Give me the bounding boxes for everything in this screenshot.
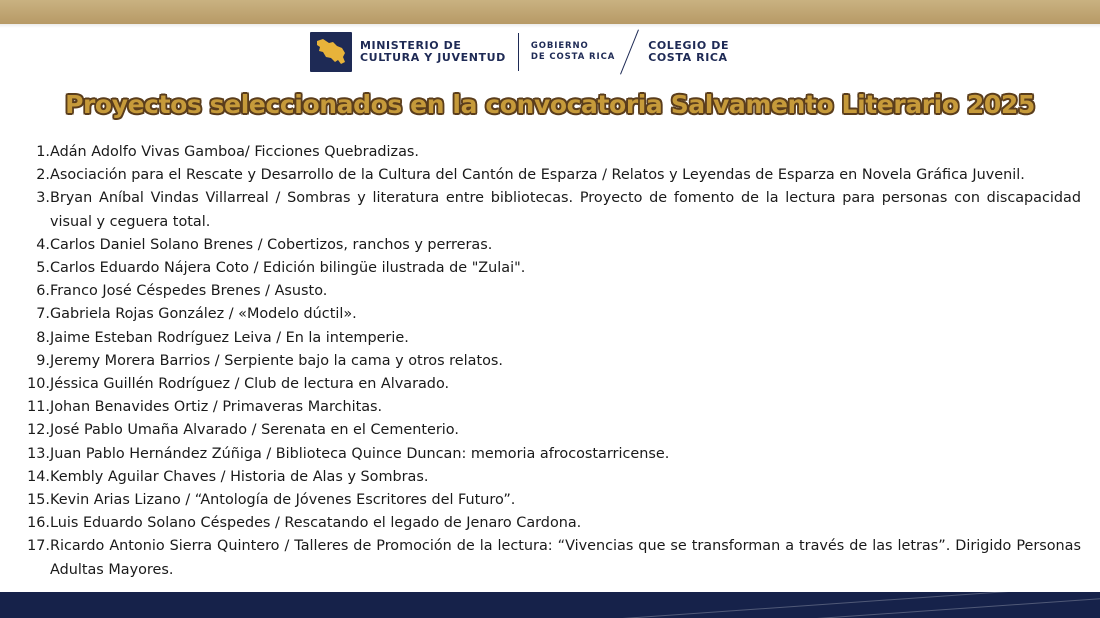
- project-text: Bryan Aníbal Vindas Villarreal / Sombras y literatura entre bibliotecas. Proyecto de fomento de la lectura para personas con discapacidad visual y ceguera total.: [50, 190, 1081, 230]
- logo-divider: [518, 33, 519, 71]
- bottom-decorative-band: [0, 592, 1100, 618]
- project-number: 6.: [36, 283, 50, 300]
- project-number: 1.: [36, 144, 50, 160]
- project-item: [24, 234, 1081, 257]
- project-text: Johan Benavides Ortiz / Primaveras Marchitas.: [50, 399, 383, 416]
- colegio-logo-text: [648, 40, 729, 64]
- project-number: 7.: [36, 306, 50, 323]
- project-text: Kevin Arias Lizano / “Antología de Jóvenes Escritores del Futuro”.: [50, 492, 516, 509]
- project-text: Asociación para el Rescate y Desarrollo de la Cultura del Cantón de Esparza / Relatos y Leyendas de Esparza en Novela Gráfica Juvenil.: [50, 167, 1025, 184]
- project-text: Gabriela Rojas González / «Modelo dúctil».: [50, 306, 357, 323]
- project-item: [24, 396, 1081, 419]
- project-text: Ricardo Antonio Sierra Quintero / Talleres de Promoción de la lectura: “Vivencias que se transforman a través de las letras”. Dirigido Personas Adultas Mayores.: [50, 538, 1081, 578]
- ministry-line2: CULTURA Y JUVENTUD: [360, 51, 506, 64]
- project-text: Franco José Céspedes Brenes / Asusto.: [50, 283, 328, 300]
- government-logo-text: [531, 41, 615, 63]
- project-item: [24, 419, 1081, 442]
- government-line2: DE COSTA RICA: [530, 52, 616, 62]
- project-item: [24, 535, 1081, 581]
- colegio-line1: COLEGIO DE: [648, 39, 730, 52]
- project-item: [24, 164, 1081, 187]
- project-item: [24, 141, 1081, 164]
- project-item: [24, 443, 1081, 466]
- project-text: Jaime Esteban Rodríguez Leiva / En la intemperie.: [50, 329, 409, 346]
- government-line1: GOBIERNO: [530, 41, 589, 51]
- project-text: Luis Eduardo Solano Céspedes / Rescatando el legado de Jenaro Cardona.: [50, 515, 582, 532]
- project-item: [24, 257, 1081, 280]
- project-number: 9.: [36, 352, 50, 369]
- project-text: Jeremy Morera Barrios / Serpiente bajo la cama y otros relatos.: [50, 352, 503, 369]
- project-text: Jéssica Guillén Rodríguez / Club de lectura en Alvarado.: [50, 376, 450, 393]
- project-item: [24, 350, 1081, 373]
- project-number: 4.: [36, 236, 50, 253]
- project-text: Kembly Aguilar Chaves / Historia de Alas y Sombras.: [50, 468, 429, 485]
- project-item: [24, 187, 1081, 233]
- project-text: Carlos Eduardo Nájera Coto / Edición bilingüe ilustrada de "Zulai".: [50, 260, 526, 277]
- project-number: 11.: [27, 399, 50, 416]
- project-item: [24, 373, 1081, 396]
- logo-slash-divider: [620, 30, 639, 75]
- logo-bar: [310, 28, 800, 76]
- project-number: 2.: [36, 167, 50, 184]
- project-item: [24, 512, 1081, 535]
- project-number: 16.: [27, 515, 50, 532]
- page-title: Proyectos seleccionados en la convocatoria Salvamento Literario 2025: [65, 90, 1035, 119]
- project-number: 14.: [27, 468, 50, 485]
- costa-rica-map-icon: [310, 32, 352, 72]
- project-number: 5.: [36, 260, 50, 277]
- project-item: [24, 280, 1081, 303]
- project-item: [24, 466, 1081, 489]
- project-number: 15.: [27, 492, 50, 509]
- project-list: [24, 141, 1081, 582]
- project-number: 8.: [36, 329, 50, 346]
- project-number: 3.: [36, 190, 50, 207]
- project-item: [24, 303, 1081, 326]
- project-number: 17.: [27, 538, 50, 555]
- ministry-logo-text: [360, 40, 506, 64]
- ministry-line1: MINISTERIO DE: [360, 39, 462, 52]
- project-number: 13.: [27, 445, 50, 462]
- project-text: Juan Pablo Hernández Zúñiga / Biblioteca Quince Duncan: memoria afrocostarricense.: [50, 445, 670, 462]
- top-decorative-band: [0, 0, 1100, 24]
- project-item: [24, 489, 1081, 512]
- colegio-line2: COSTA RICA: [648, 51, 728, 64]
- project-item: [24, 327, 1081, 350]
- project-text: José Pablo Umaña Alvarado / Serenata en el Cementerio.: [50, 422, 459, 439]
- project-text: Carlos Daniel Solano Brenes / Cobertizos, ranchos y perreras.: [50, 236, 493, 253]
- project-number: 10.: [27, 376, 50, 393]
- band-stripe: [701, 592, 1100, 618]
- project-number: 12.: [27, 422, 50, 439]
- project-text: Adán Adolfo Vivas Gamboa/ Ficciones Quebradizas.: [50, 144, 419, 160]
